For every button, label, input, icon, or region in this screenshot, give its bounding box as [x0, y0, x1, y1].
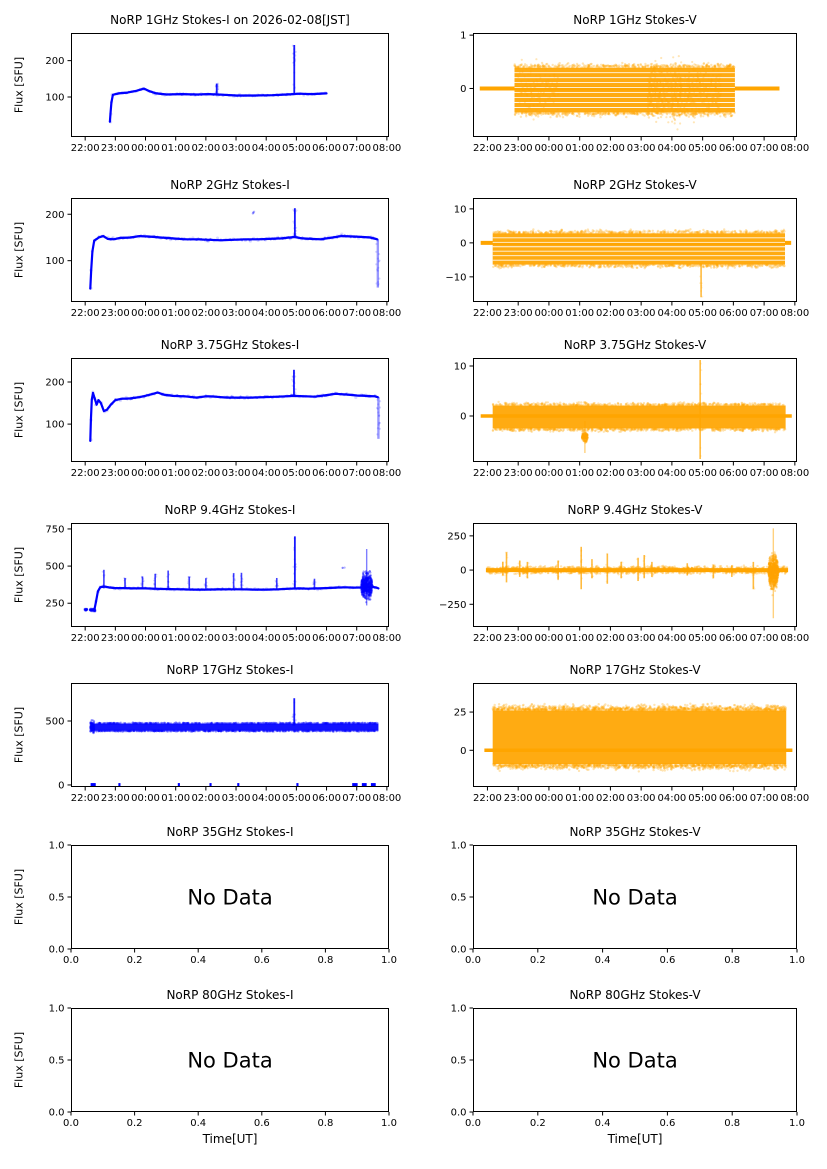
- no-data-label: No Data: [187, 885, 273, 910]
- x-tick-label: 02:00: [595, 793, 625, 804]
- plot-title: NoRP 17GHz Stokes-V: [569, 663, 701, 677]
- y-tick-label: 500: [45, 716, 65, 728]
- x-tick-label: 22:00: [70, 468, 100, 479]
- x-tick-label: 23:00: [100, 143, 130, 154]
- x-tick-label: 05:00: [281, 143, 311, 154]
- subplot-norp-35ghz-stokes-v: [450, 825, 805, 966]
- x-tick-label: 08:00: [780, 633, 810, 644]
- x-tick-label: 0.2: [529, 955, 546, 966]
- x-tick-label: 03:00: [626, 468, 656, 479]
- x-tick-label: 22:00: [70, 633, 100, 644]
- plot-area: [450, 1003, 805, 1129]
- x-tick-label: 00:00: [534, 143, 564, 154]
- x-tick-label: 01:00: [161, 143, 191, 154]
- subplot-norp-1ghz-stokes-v: [460, 13, 810, 154]
- x-tick-label: 01:00: [161, 793, 191, 804]
- x-tick-label: 0.8: [317, 1118, 334, 1129]
- x-tick-label: 23:00: [503, 793, 533, 804]
- y-tick-label: −10: [445, 272, 467, 284]
- x-tick-label: 02:00: [191, 468, 221, 479]
- x-tick-label: 00:00: [534, 468, 564, 479]
- x-tick-label: 02:00: [595, 308, 625, 319]
- y-axis-label: Flux [SFU]: [12, 221, 26, 279]
- x-tick-label: 23:00: [100, 793, 130, 804]
- y-tick-label: 0: [58, 780, 65, 792]
- no-data-label: No Data: [592, 885, 678, 910]
- subplot-norp-2ghz-stokes-v: [445, 178, 810, 319]
- y-axis-label: Flux [SFU]: [12, 56, 26, 114]
- x-tick-label: 23:00: [503, 308, 533, 319]
- plot-title: NoRP 35GHz Stokes-I: [166, 825, 294, 839]
- y-tick-label: 0: [460, 411, 467, 423]
- plot-title: NoRP 3.75GHz Stokes-V: [563, 338, 707, 352]
- x-tick-label: 04:00: [657, 633, 687, 644]
- x-tick-label: 22:00: [473, 468, 502, 479]
- x-tick-label: 07:00: [749, 793, 779, 804]
- plot-area: [460, 30, 810, 154]
- x-tick-label: 0.6: [659, 1118, 676, 1129]
- x-tick-label: 05:00: [688, 633, 718, 644]
- y-tick-label: 10: [453, 204, 467, 216]
- x-tick-label: 07:00: [342, 308, 372, 319]
- x-tick-label: 02:00: [191, 308, 221, 319]
- x-tick-label: 05:00: [688, 308, 718, 319]
- y-tick-label: 1.0: [450, 840, 467, 852]
- plot-title: NoRP 9.4GHz Stokes-I: [164, 503, 296, 517]
- y-tick-label: 1.0: [450, 1003, 467, 1015]
- x-tick-label: 08:00: [372, 308, 402, 319]
- plot-area: [439, 523, 810, 644]
- x-tick-label: 07:00: [749, 633, 779, 644]
- x-tick-label: 01:00: [565, 633, 595, 644]
- subplot-norp-9.4ghz-stokes-v: [439, 503, 810, 644]
- x-tick-label: 08:00: [372, 793, 402, 804]
- y-tick-label: 0.5: [450, 892, 467, 904]
- y-tick-label: 250: [45, 598, 65, 610]
- x-tick-label: 0.6: [659, 955, 676, 966]
- x-tick-label: 03:00: [221, 143, 251, 154]
- x-tick-label: 0.2: [126, 955, 143, 966]
- no-data-label: No Data: [187, 1048, 273, 1073]
- plot-title: NoRP 80GHz Stokes-I: [166, 988, 294, 1002]
- x-tick-label: 06:00: [718, 143, 748, 154]
- subplot-norp-1ghz-stokes-i: [12, 13, 402, 154]
- x-tick-label: 23:00: [503, 143, 533, 154]
- x-tick-label: 0.0: [465, 955, 481, 966]
- x-tick-label: 22:00: [473, 793, 502, 804]
- x-tick-label: 05:00: [688, 143, 718, 154]
- plot-area: [45, 683, 402, 804]
- x-tick-label: 0.0: [63, 1118, 79, 1129]
- y-tick-label: 1.0: [48, 840, 65, 852]
- x-tick-label: 05:00: [281, 633, 311, 644]
- x-tick-label: 0.8: [317, 955, 334, 966]
- x-tick-label: 08:00: [372, 633, 402, 644]
- x-tick-label: 07:00: [749, 308, 779, 319]
- x-tick-label: 0.4: [190, 955, 207, 966]
- x-tick-label: 04:00: [657, 308, 687, 319]
- x-tick-label: 04:00: [251, 633, 281, 644]
- y-tick-label: 1.0: [48, 1003, 65, 1015]
- y-tick-label: 750: [45, 524, 65, 536]
- x-tick-label: 00:00: [534, 793, 564, 804]
- x-tick-label: 01:00: [565, 143, 595, 154]
- x-tick-label: 0.2: [529, 1118, 546, 1129]
- plot-title: NoRP 35GHz Stokes-V: [569, 825, 701, 839]
- x-tick-label: 06:00: [718, 468, 748, 479]
- x-tick-label: 22:00: [473, 308, 502, 319]
- y-tick-label: 25: [453, 707, 467, 719]
- x-tick-label: 02:00: [595, 143, 625, 154]
- subplot-norp-80ghz-stokes-v: [450, 988, 805, 1146]
- x-tick-label: 01:00: [161, 468, 191, 479]
- x-tick-label: 23:00: [100, 308, 130, 319]
- plot-title: NoRP 2GHz Stokes-I: [170, 178, 290, 192]
- x-tick-label: 03:00: [626, 308, 656, 319]
- x-tick-label: 01:00: [161, 308, 191, 319]
- x-tick-label: 22:00: [70, 308, 100, 319]
- x-tick-label: 23:00: [503, 468, 533, 479]
- x-tick-label: 04:00: [657, 143, 687, 154]
- x-tick-label: 22:00: [473, 633, 502, 644]
- x-tick-label: 0.4: [190, 1118, 207, 1129]
- y-tick-label: 0.5: [48, 1055, 65, 1067]
- x-tick-label: 03:00: [221, 468, 251, 479]
- y-tick-label: 0: [460, 238, 467, 250]
- y-tick-label: 0.0: [450, 1107, 467, 1119]
- x-tick-label: 04:00: [251, 143, 281, 154]
- x-tick-label: 04:00: [251, 793, 281, 804]
- y-tick-label: 0.0: [450, 944, 467, 956]
- y-tick-label: 0.5: [450, 1055, 467, 1067]
- plot-title: NoRP 3.75GHz Stokes-I: [160, 338, 300, 352]
- plot-area: [453, 358, 810, 479]
- x-tick-label: 06:00: [718, 308, 748, 319]
- plot-title: NoRP 1GHz Stokes-I on 2026-02-08[JST]: [110, 13, 350, 27]
- x-tick-label: 0.8: [724, 1118, 741, 1129]
- x-tick-label: 00:00: [131, 633, 160, 644]
- subplot-norp-35ghz-stokes-i: [12, 825, 397, 966]
- x-tick-label: 03:00: [221, 793, 251, 804]
- plot-title: NoRP 9.4GHz Stokes-V: [567, 503, 703, 517]
- y-tick-label: 200: [45, 56, 65, 68]
- y-tick-label: 100: [45, 419, 65, 431]
- x-tick-label: 1.0: [789, 1118, 805, 1129]
- y-tick-label: 0: [460, 745, 467, 757]
- x-tick-label: 01:00: [565, 468, 595, 479]
- x-tick-label: 03:00: [626, 793, 656, 804]
- x-tick-label: 1.0: [381, 1118, 397, 1129]
- plot-area: [48, 840, 397, 966]
- y-axis-label: Flux [SFU]: [12, 546, 26, 604]
- x-tick-label: 06:00: [718, 633, 748, 644]
- plot-area: [48, 1003, 397, 1129]
- x-tick-label: 02:00: [595, 633, 625, 644]
- x-tick-label: 05:00: [688, 468, 718, 479]
- x-tick-label: 0.8: [724, 955, 741, 966]
- x-tick-label: 0.6: [253, 955, 270, 966]
- x-tick-label: 00:00: [131, 468, 160, 479]
- x-tick-label: 06:00: [312, 793, 341, 804]
- x-tick-label: 07:00: [342, 633, 372, 644]
- y-axis-label: Flux [SFU]: [12, 706, 26, 764]
- x-tick-label: 05:00: [281, 793, 311, 804]
- plot-area: [45, 523, 402, 644]
- y-axis-label: Flux [SFU]: [12, 1031, 26, 1089]
- plot-title: NoRP 1GHz Stokes-V: [573, 13, 697, 27]
- x-tick-label: 22:00: [473, 143, 502, 154]
- plot-area: [45, 198, 402, 319]
- x-tick-label: 05:00: [281, 468, 311, 479]
- x-tick-label: 05:00: [688, 793, 718, 804]
- x-tick-label: 23:00: [100, 633, 130, 644]
- x-tick-label: 0.4: [594, 955, 611, 966]
- x-tick-label: 0.0: [63, 955, 79, 966]
- plot-title: NoRP 2GHz Stokes-V: [573, 178, 697, 192]
- x-tick-label: 02:00: [191, 793, 221, 804]
- x-tick-label: 22:00: [70, 793, 100, 804]
- x-tick-label: 01:00: [565, 793, 595, 804]
- subplot-norp-9.4ghz-stokes-i: [12, 503, 402, 644]
- plot-title: NoRP 17GHz Stokes-I: [166, 663, 294, 677]
- x-tick-label: 08:00: [372, 468, 402, 479]
- x-axis-label: Time[UT]: [607, 1132, 663, 1146]
- y-tick-label: 0: [460, 83, 467, 95]
- subplot-norp-80ghz-stokes-i: [12, 988, 397, 1146]
- x-tick-label: 08:00: [780, 793, 810, 804]
- x-tick-label: 0.4: [594, 1118, 611, 1129]
- x-tick-label: 02:00: [191, 633, 221, 644]
- x-tick-label: 1.0: [789, 955, 805, 966]
- x-tick-label: 06:00: [312, 468, 341, 479]
- x-tick-label: 06:00: [312, 633, 341, 644]
- x-tick-label: 08:00: [372, 143, 402, 154]
- x-tick-label: 02:00: [595, 468, 625, 479]
- x-tick-label: 06:00: [718, 793, 748, 804]
- x-tick-label: 05:00: [281, 308, 311, 319]
- x-tick-label: 0.2: [126, 1118, 143, 1129]
- x-tick-label: 04:00: [251, 468, 281, 479]
- x-tick-label: 22:00: [70, 143, 100, 154]
- x-tick-label: 06:00: [312, 143, 341, 154]
- x-tick-label: 00:00: [131, 308, 160, 319]
- x-tick-label: 08:00: [780, 308, 810, 319]
- x-tick-label: 23:00: [100, 468, 130, 479]
- subplot-norp-17ghz-stokes-v: [453, 663, 810, 804]
- x-tick-label: 04:00: [251, 308, 281, 319]
- x-tick-label: 03:00: [626, 143, 656, 154]
- y-tick-label: 250: [447, 531, 467, 543]
- x-tick-label: 0.6: [253, 1118, 270, 1129]
- y-tick-label: 100: [45, 92, 65, 104]
- y-tick-label: 200: [45, 377, 65, 389]
- x-tick-label: 06:00: [312, 308, 341, 319]
- y-tick-label: 10: [453, 361, 467, 373]
- y-tick-label: 200: [45, 209, 65, 221]
- y-tick-label: 100: [45, 256, 65, 268]
- x-tick-label: 08:00: [780, 468, 810, 479]
- y-axis-label: Flux [SFU]: [12, 381, 26, 439]
- x-axis-label: Time[UT]: [202, 1132, 258, 1146]
- x-tick-label: 04:00: [657, 468, 687, 479]
- subplot-norp-17ghz-stokes-i: [12, 663, 402, 804]
- x-tick-label: 1.0: [381, 955, 397, 966]
- x-tick-label: 03:00: [221, 308, 251, 319]
- x-tick-label: 23:00: [503, 633, 533, 644]
- subplot-norp-3.75ghz-stokes-v: [453, 338, 810, 479]
- plot-area: [453, 683, 810, 804]
- x-tick-label: 00:00: [131, 143, 160, 154]
- x-tick-label: 01:00: [161, 633, 191, 644]
- x-tick-label: 03:00: [221, 633, 251, 644]
- plot-title: NoRP 80GHz Stokes-V: [569, 988, 701, 1002]
- y-tick-label: 1: [460, 30, 467, 42]
- y-tick-label: 0.0: [48, 944, 65, 956]
- x-tick-label: 02:00: [191, 143, 221, 154]
- x-tick-label: 00:00: [534, 308, 564, 319]
- subplot-norp-2ghz-stokes-i: [12, 178, 402, 319]
- plot-area: [45, 358, 402, 479]
- x-tick-label: 07:00: [342, 468, 372, 479]
- plot-area: [445, 198, 810, 319]
- x-tick-label: 03:00: [626, 633, 656, 644]
- x-tick-label: 07:00: [342, 143, 372, 154]
- y-tick-label: 0: [460, 565, 467, 577]
- y-tick-label: 0.0: [48, 1107, 65, 1119]
- no-data-label: No Data: [592, 1048, 678, 1073]
- y-axis-label: Flux [SFU]: [12, 868, 26, 926]
- x-tick-label: 00:00: [534, 633, 564, 644]
- y-tick-label: −250: [439, 599, 467, 611]
- y-tick-label: 500: [45, 561, 65, 573]
- x-tick-label: 07:00: [749, 143, 779, 154]
- x-tick-label: 08:00: [780, 143, 810, 154]
- x-tick-label: 01:00: [565, 308, 595, 319]
- x-tick-label: 0.0: [465, 1118, 481, 1129]
- x-tick-label: 07:00: [749, 468, 779, 479]
- x-tick-label: 04:00: [657, 793, 687, 804]
- y-tick-label: 0.5: [48, 892, 65, 904]
- subplot-norp-3.75ghz-stokes-i: [12, 338, 402, 479]
- plot-area: [45, 33, 402, 154]
- x-tick-label: 07:00: [342, 793, 372, 804]
- plot-area: [450, 840, 805, 966]
- x-tick-label: 00:00: [131, 793, 160, 804]
